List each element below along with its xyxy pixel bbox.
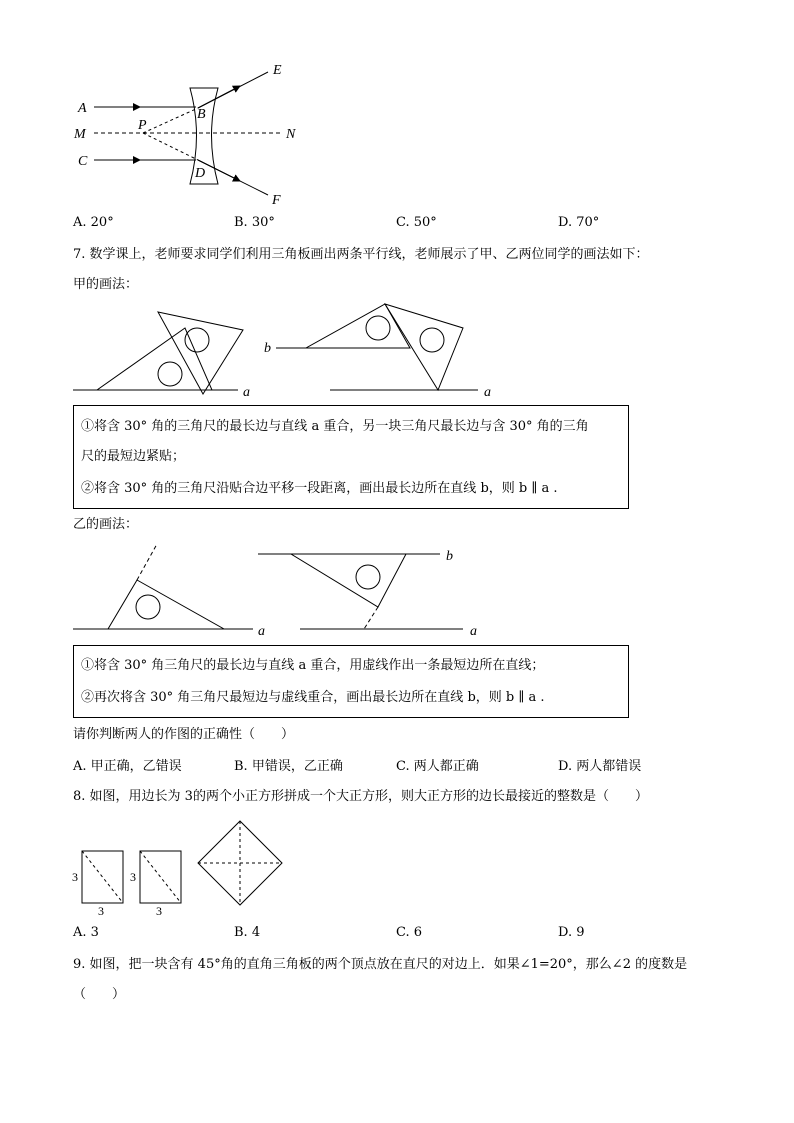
label-b-jia: b bbox=[264, 341, 271, 356]
label-p: P bbox=[138, 118, 147, 133]
q7-option-d: D. 两人都错误 bbox=[558, 759, 642, 774]
q7-yi-title: 乙的画法： bbox=[73, 517, 139, 532]
triangle-ruler-left bbox=[158, 312, 243, 394]
q8-option-c: C. 6 bbox=[396, 925, 423, 940]
q6-option-c: C. 50° bbox=[396, 215, 437, 230]
q6-option-b: B. 30° bbox=[234, 215, 275, 230]
q7-yi-line2: ②再次将含 30° 角三角尺最短边与虚线重合，画出最长边所在直线 b，则 b ∥ a . bbox=[81, 690, 545, 705]
label-m: M bbox=[74, 127, 86, 142]
label-b: B bbox=[197, 107, 206, 122]
triangle-yi-left bbox=[108, 580, 224, 629]
triangle-ruler-right bbox=[385, 304, 463, 390]
label-s2-bottom: 3 bbox=[156, 904, 162, 918]
label-a-yi-1: a bbox=[258, 624, 265, 639]
q7-jia-line3: ②将含 30° 角的三角尺沿贴合边平移一段距离，画出最长边所在直线 b，则 b ∥ a . bbox=[81, 481, 558, 496]
q7-option-b: B. 甲错误，乙正确 bbox=[234, 759, 343, 774]
q7-yi-figure bbox=[0, 540, 794, 640]
q7-option-c: C. 两人都正确 bbox=[396, 759, 479, 774]
label-e: E bbox=[273, 63, 282, 78]
q8-option-d: D. 9 bbox=[558, 925, 585, 940]
q7-jia-line1: ①将含 30° 角的三角尺的最长边与直线 a 重合，另一块三角尺最长边与含 30° 角的三角 bbox=[81, 419, 589, 434]
label-n: N bbox=[286, 127, 296, 142]
q6-option-a: A. 20° bbox=[73, 215, 114, 230]
q9-stem-bracket: （ ） bbox=[73, 987, 126, 1002]
label-s1-left: 3 bbox=[72, 870, 78, 884]
label-b-yi: b bbox=[446, 549, 453, 564]
label-f: F bbox=[272, 193, 281, 208]
triangle-30-right bbox=[306, 304, 410, 348]
q8-option-a: A. 3 bbox=[73, 925, 99, 940]
q6-lens-figure bbox=[0, 0, 794, 215]
q7-option-a: A. 甲正确，乙错误 bbox=[73, 759, 182, 774]
label-a-jia-2: a bbox=[484, 385, 491, 400]
q9-stem: 9. 如图，把一块含有 45°角的直角三角板的两个顶点放在直尺的对边上．如果∠1=20°，那么∠2 的度数是 bbox=[73, 957, 688, 972]
q6-option-d: D. 70° bbox=[558, 215, 600, 230]
q7-stem: 7. 数学课上，老师要求同学们利用三角板画出两条平行线，老师展示了甲、乙两位同学的画法如下： bbox=[73, 247, 649, 262]
q8-squares-figure bbox=[0, 815, 794, 918]
q7-yi-line1: ①将含 30° 角三角尺的最长边与直线 a 重合，用虚线作出一条最短边所在直线； bbox=[81, 658, 545, 673]
triangle-yi-right bbox=[291, 554, 406, 607]
q8-option-b: B. 4 bbox=[234, 925, 261, 940]
label-a: A bbox=[78, 101, 87, 116]
q7-jia-line2: 尺的最短边紧贴； bbox=[81, 449, 186, 464]
q7-jia-title: 甲的画法： bbox=[73, 277, 139, 292]
label-s1-bottom: 3 bbox=[98, 904, 104, 918]
label-a-jia-1: a bbox=[243, 385, 250, 400]
q7-question: 请你判断两人的作图的正确性（ ） bbox=[73, 727, 295, 742]
label-s2-left: 3 bbox=[130, 870, 136, 884]
q7-yi-box bbox=[73, 645, 629, 718]
label-d: D bbox=[195, 166, 206, 181]
label-a-yi-2: a bbox=[470, 624, 477, 639]
q8-stem: 8. 如图，用边长为 3的两个小正方形拼成一个大正方形，则大正方形的边长最接近的整数是（ ） bbox=[73, 789, 648, 804]
triangle-30-left bbox=[97, 328, 212, 390]
label-c: C bbox=[78, 154, 88, 169]
q7-jia-figure bbox=[0, 300, 794, 400]
